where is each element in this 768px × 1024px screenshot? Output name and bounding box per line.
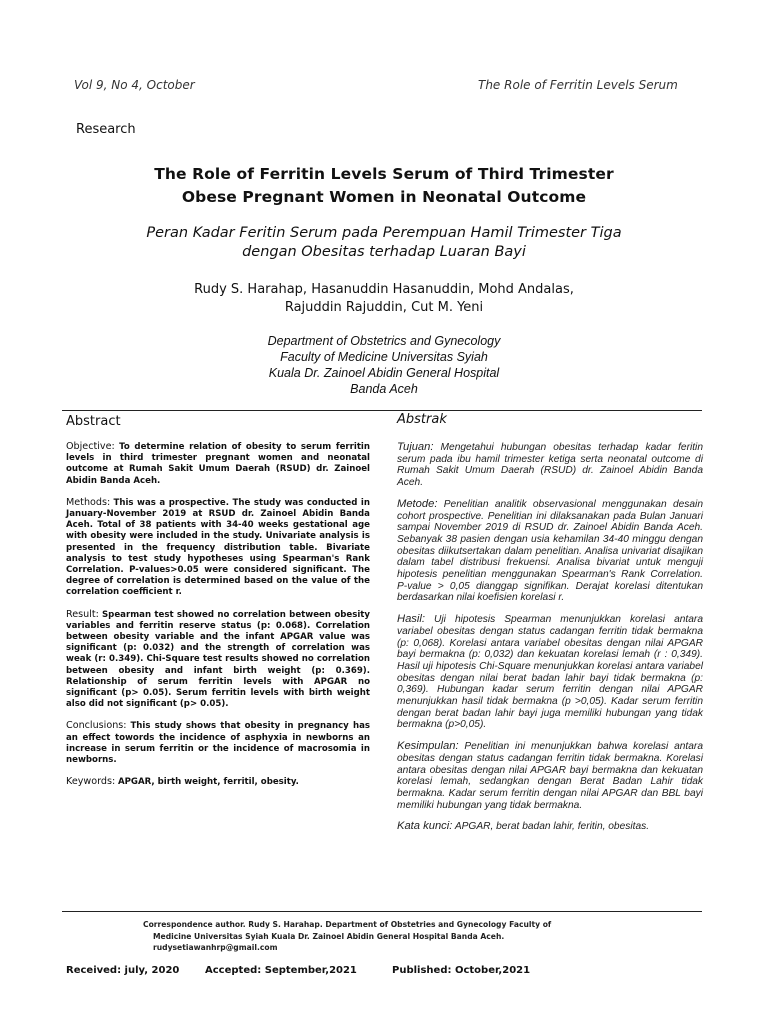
- article-subtitle: [100, 224, 668, 262]
- abstract-english: [66, 414, 370, 798]
- kesimpulan-text: Penelitian ini menunjukkan bahwa korelasi antara obesitas dengan status cadangan ferritin tidak bermakna. Korelasi antara obesitas dengan nilai APGAR bayi bermakna dan kekuatan korelasi lemah, sedangkan dengan Berat Badan Lahir tidak bermakna. Kadar serum ferritin dengan nilai APGAR dan BBL bayi memiliki hubungan yang tidak bermakna.: [397, 741, 703, 811]
- abstrak-heading: Abstrak: [397, 412, 447, 427]
- abstract-bottom-divider: [62, 911, 702, 912]
- metode-label: Metode:: [397, 497, 438, 510]
- result-paragraph: [66, 609, 370, 711]
- affiliation: [150, 333, 618, 397]
- article-title-line-1: The Role of Ferritin Levels Serum of Third Trimester: [154, 165, 614, 183]
- methods-paragraph: [66, 497, 370, 599]
- abstract-top-divider: [62, 410, 702, 411]
- correspondence-line-1: Correspondence author. Rudy S. Harahap. Department of Obstetries and Gynecology Faculty of: [143, 920, 552, 929]
- published-date: Published: October,2021: [392, 965, 531, 976]
- objective-label: Objective:: [66, 441, 115, 452]
- abstract-indonesian: [397, 412, 703, 843]
- tujuan-label: Tujuan:: [397, 441, 434, 453]
- conclusions-text: This study shows that obesity in pregnancy has an effect towords the incidence of asphyxia in newborns an increase in serum ferritin or the incidence of macrosomia in newborns.: [66, 721, 370, 766]
- author-list-line-1: Rudy S. Harahap, Hasanuddin Hasanuddin, Mohd Andalas,: [194, 282, 574, 297]
- hasil-paragraph: [397, 614, 703, 731]
- accepted-date: Accepted: September,2021: [205, 965, 357, 976]
- affiliation-line-1: Department of Obstetrics and Gynecology: [267, 334, 501, 348]
- affiliation-line-2: Faculty of Medicine Universitas Syiah: [280, 350, 488, 364]
- methods-label: Methods:: [66, 496, 111, 508]
- kata-kunci-text: APGAR, berat badan lahir, feritin, obesitas.: [454, 821, 650, 833]
- kesimpulan-paragraph: [397, 741, 703, 811]
- metode-paragraph: [397, 499, 703, 604]
- keywords-label: Keywords:: [66, 776, 116, 788]
- conclusions-label: Conclusions:: [66, 720, 127, 732]
- affiliation-line-4: Banda Aceh: [350, 382, 418, 396]
- hasil-text: Uji hipotesis Spearman menunjukkan korelasi antara variabel obesitas dengan status cadangan ferritin tidak bermakna (p: 0,068). Korelasi antara variabel obesitas dengan nilai APGAR bayi bermakna (p: 0,032) dan kekuatan korelasi lemah (r : 0,349). Hasil uji hipotesis Chi-Square menunjukkan korelasi antara variabel obesitas dengan nilai berat badan lahir bayi tidak bermakna (p: 0,369). Hubungan kadar serum ferritin dengan nilai APGAR menunjukkan hasil tidak bermakna (p >0,05). Kadar serum ferritin dengan berat badan lahir bayi juga memiliki hubungan yang tidak bermakna (p>0,05).: [397, 614, 703, 731]
- running-header-right: The Role of Ferritin Levels Serum: [478, 78, 678, 92]
- objective-text: To determine relation of obesity to serum ferritin levels in third trimester pregnant women and neonatal outcome at Rumah Sakit Umum Daerah (RSUD) dr. Zainoel Abidin Banda Aceh.: [66, 442, 370, 486]
- article-title-line-2: Obese Pregnant Women in Neonatal Outcome: [181, 188, 587, 206]
- correspondence-line-2: Medicine Universitas Syiah Kuala Dr. Zainoel Abidin General Hospital Banda Aceh.: [153, 931, 505, 941]
- section-label: Research: [76, 122, 136, 137]
- tujuan-text: Mengetahui hubungan obesitas terhadap kadar feritin serum pada ibu hamil trimester ketiga serta neonatal outcome di Rumah Sakit Umum Daerah (RSUD) dr. Zainoel Abidin Banda Aceh.: [397, 442, 703, 489]
- kata-kunci-paragraph: [397, 821, 703, 833]
- keywords-paragraph: [66, 776, 370, 788]
- correspondence-email: rudysetiawanhrp@gmail.com: [153, 943, 278, 952]
- result-label: Result:: [66, 608, 99, 620]
- article-subtitle-line-2: dengan Obesitas terhadap Luaran Bayi: [242, 244, 526, 260]
- affiliation-line-3: Kuala Dr. Zainoel Abidin General Hospital: [268, 366, 500, 380]
- kata-kunci-label: Kata kunci:: [397, 820, 453, 833]
- article-subtitle-line-1: Peran Kadar Feritin Serum pada Perempuan Hamil Trimester Tiga: [146, 225, 622, 241]
- result-text: Spearman test showed no correlation between obesity variables and ferritin reserve status (p: 0.068). Correlation between obesity variable and the infant APGAR value was significant (p: 0.032) and the strength of correlation was weak (r: 0.349). Chi-Square test results showed no correlation between obesity and infant birth weight (p: 0.369). Relationship of serum ferritin levels with APGAR no significant (p> 0.05). Serum ferritin levels with birth weight also did not significant (p> 0.05).: [66, 609, 370, 710]
- abstract-heading: Abstract: [66, 414, 121, 429]
- methods-text: This was a prospective. The study was conducted in January-November 2019 at RSUD dr. Zainoel Abidin Banda Aceh. Total of 38 patients with 34-40 weeks gestational age with obesity were included in the study. Univariate analysis is presented in the frequency distribution table. Bivariate analysis to test study hypotheses using Spearman's Rank Correlation. P-values>0.05 were considered significant. The degree of correlation is determined based on the value of the correlation coefficient r.: [66, 497, 370, 598]
- running-header-left: Vol 9, No 4, October: [74, 78, 195, 92]
- hasil-label: Hasil:: [397, 613, 425, 626]
- kesimpulan-label: Kesimpulan:: [397, 740, 459, 753]
- conclusions-paragraph: [66, 720, 370, 766]
- objective-paragraph: [66, 441, 370, 487]
- tujuan-paragraph: [397, 442, 703, 489]
- author-list: [100, 281, 668, 317]
- article-title: [100, 163, 668, 209]
- keywords-text: APGAR, birth weight, ferritil, obesity.: [117, 777, 299, 788]
- metode-text: Penelitian analitik observasional menggunakan desain cohort prospective. Penelitian ini dilaksanakan pada Bulan Januari sampai November 2019 di RSUD dr. Zainoel Abidin Banda Aceh. Sebanyak 38 pasien dengan usia kehamilan 34-40 minggu dengan obesitas diikutsertakan dalam penelitian. Analisa univariat disajikan dalam tabel distribusi frekuensi. Analisa bivariat untuk menguji hipotesis penelitian menggunakan Spearman's Rank Correlation. P-value > 0,05 dianggap signifikan. Derajat korelasi ditentukan berdasarkan nilai koefisien korelasi r.: [397, 498, 703, 604]
- received-date: Received: july, 2020: [66, 965, 180, 976]
- author-list-line-2: Rajuddin Rajuddin, Cut M. Yeni: [284, 300, 484, 315]
- correspondence-note: [143, 919, 613, 954]
